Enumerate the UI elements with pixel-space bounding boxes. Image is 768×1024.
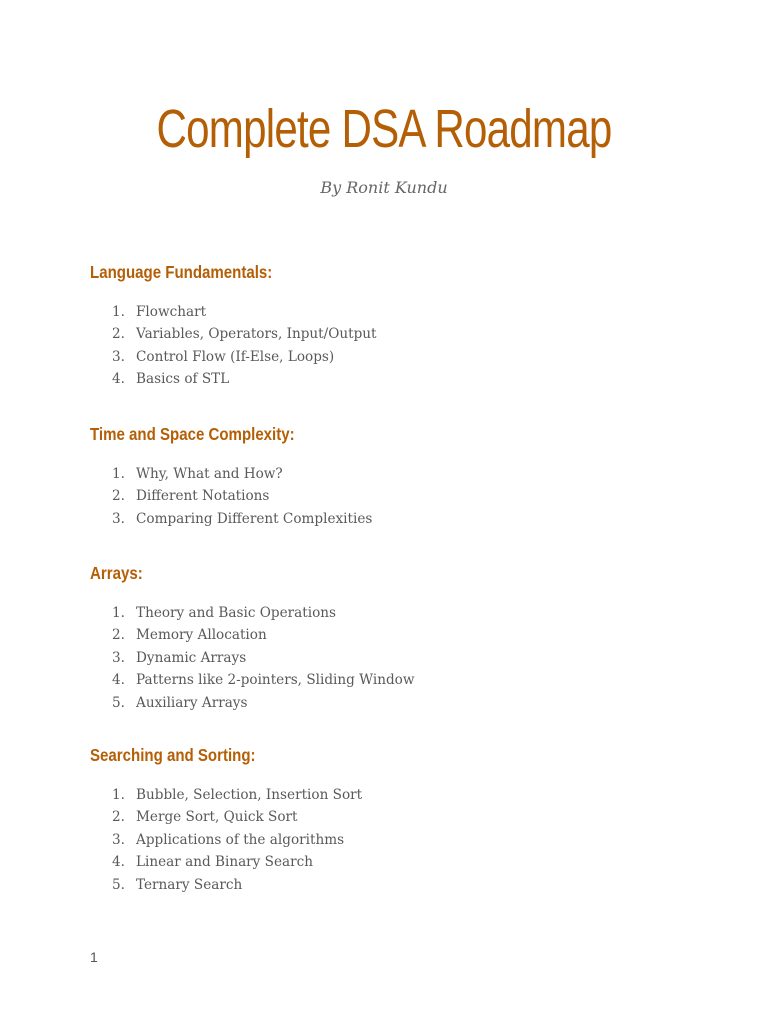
section-list <box>90 463 690 530</box>
list-item-text: Bubble, Selection, Insertion Sort <box>136 787 363 803</box>
list-item <box>90 829 690 851</box>
list-item <box>90 323 690 345</box>
list-item-text: Applications of the algorithms <box>136 831 345 848</box>
list-item <box>90 806 690 828</box>
list-item-number: 2. <box>112 809 125 826</box>
section-searching-sorting <box>90 744 690 896</box>
list-item-number: 3. <box>112 348 125 365</box>
list-item-number: 1. <box>112 466 125 482</box>
section-list <box>90 784 690 896</box>
list-item <box>90 669 690 691</box>
section-arrays <box>90 562 690 714</box>
list-item-text: Dynamic Arrays <box>136 649 247 666</box>
list-item-text: Merge Sort, Quick Sort <box>136 809 298 826</box>
list-item-text: Basics of STL <box>136 371 230 388</box>
list-item-number: 1. <box>112 787 125 803</box>
list-item-text: Theory and Basic Operations <box>136 605 337 621</box>
section-list <box>90 602 690 714</box>
list-item <box>90 647 690 669</box>
section-list <box>90 301 690 391</box>
list-item <box>90 602 690 624</box>
list-item-text: Linear and Binary Search <box>136 854 314 871</box>
list-item-number: 3. <box>112 649 125 666</box>
list-item-text: Patterns like 2-pointers, Sliding Window <box>136 672 415 689</box>
list-item-number: 4. <box>112 854 125 871</box>
list-item-text: Auxiliary Arrays <box>136 694 248 711</box>
page-number: 1 <box>90 949 98 965</box>
list-item-text: Different Notations <box>136 488 270 505</box>
list-item-text: Control Flow (If-Else, Loops) <box>136 348 335 365</box>
list-item <box>90 368 690 390</box>
list-item-text: Variables, Operators, Input/Output <box>136 326 377 343</box>
document-author: By Ronit Kundu <box>320 178 448 197</box>
list-item-number: 1. <box>112 304 125 320</box>
list-item <box>90 874 690 896</box>
list-item-number: 3. <box>112 510 125 527</box>
list-item-number: 2. <box>112 326 125 343</box>
list-item-number: 2. <box>112 627 125 644</box>
list-item-number: 3. <box>112 831 125 848</box>
list-item <box>90 463 690 485</box>
section-heading: Arrays: <box>90 563 143 583</box>
list-item-number: 2. <box>112 488 125 505</box>
list-item-text: Memory Allocation <box>136 627 267 644</box>
section-heading: Searching and Sorting: <box>90 745 256 765</box>
section-heading: Time and Space Complexity: <box>90 424 295 444</box>
list-item-text: Ternary Search <box>136 876 243 893</box>
list-item-text: Comparing Different Complexities <box>136 510 373 527</box>
list-item <box>90 624 690 646</box>
list-item-number: 1. <box>112 605 125 621</box>
list-item <box>90 692 690 714</box>
list-item <box>90 851 690 873</box>
section-heading: Language Fundamentals: <box>90 262 273 282</box>
section-time-space-complexity <box>90 423 690 530</box>
list-item-number: 4. <box>112 672 125 689</box>
list-item-text: Why, What and How? <box>136 466 283 482</box>
list-item-number: 4. <box>112 371 125 388</box>
list-item <box>90 346 690 368</box>
list-item <box>90 301 690 323</box>
list-item-number: 5. <box>112 694 125 711</box>
section-language-fundamentals <box>90 261 690 391</box>
document-title: Complete DSA Roadmap <box>156 99 612 159</box>
list-item <box>90 508 690 530</box>
list-item-text: Flowchart <box>136 304 207 320</box>
list-item-number: 5. <box>112 876 125 893</box>
list-item <box>90 485 690 507</box>
list-item <box>90 784 690 806</box>
